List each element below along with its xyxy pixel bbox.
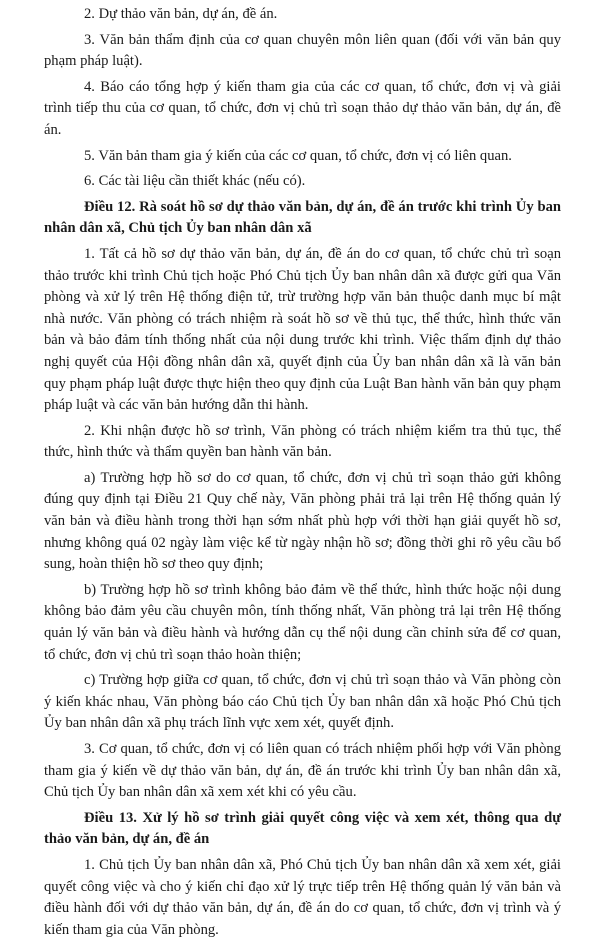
article-12-clause-1: 1. Tất cả hồ sơ dự thảo văn bản, dự án, đề án do cơ quan, tổ chức chủ trì soạn thảo trước khi trình Chủ tịch hoặc Phó Chủ tịch Ủy ban nhân dân xã được gửi qua Văn phòng và xử lý trên Hệ thống điện tử, trừ trường hợp văn bản thuộc danh mục bí mật nhà nước. Văn phòng có trách nhiệm rà soát hồ sơ về thủ tục, thể thức, hình thức văn bản và bảo đảm tính thống nhất của nội dung trước khi trình. Việc thẩm định dự thảo nghị quyết của Hội đồng nhân dân xã, quyết định của Ủy ban nhân dân xã là văn bản quy phạm pháp luật được thực hiện theo quy định của Luật Ban hành văn bản quy phạm pháp luật và các văn bản hướng dẫn thi hành. bbox=[44, 245, 561, 414]
clause-4-text: 4. Báo cáo tổng hợp ý kiến tham gia của các cơ quan, tổ chức, đơn vị và giải trình tiếp thu của cơ quan, tổ chức, đơn vị chủ trì soạn thảo dự thảo văn bản, dự án, đề án. bbox=[44, 78, 561, 138]
clause-5-text: 5. Văn bản tham gia ý kiến của các cơ quan, tổ chức, đơn vị có liên quan. bbox=[84, 147, 512, 164]
article-12-point-b: b) Trường hợp hồ sơ trình không bảo đảm về thể thức, hình thức hoặc nội dung không bảo đảm yêu cầu chuyên môn, tính thống nhất, Văn phòng trả lại trên Hệ thống quản lý văn bản và điều hành và hướng dẫn cụ thể nội dung cần chỉnh sửa để cơ quan, tổ chức, đơn vị chủ trì soạn thảo hoàn thiện; bbox=[44, 581, 561, 663]
article-12-clause-2: 2. Khi nhận được hồ sơ trình, Văn phòng có trách nhiệm kiểm tra thủ tục, thể thức, hình thức và thẩm quyền ban hành văn bản. bbox=[44, 422, 561, 461]
clause-2-text: 2. Dự thảo văn bản, dự án, đề án. bbox=[84, 6, 278, 22]
clause-3-text: 3. Văn bản thẩm định của cơ quan chuyên môn liên quan (đối với văn bản quy phạm pháp luật). bbox=[44, 31, 561, 70]
article-13-heading: Điều 13. Xử lý hồ sơ trình giải quyết công việc và xem xét, thông qua dự thảo văn bản, dự án, đề án bbox=[44, 809, 561, 848]
article-12-point-a: a) Trường hợp hồ sơ do cơ quan, tổ chức, đơn vị chủ trì soạn thảo gửi không đúng quy định tại Điều 21 Quy chế này, Văn phòng phải trả lại trên Hệ thống quản lý văn bản và điều hành trong thời hạn sớm nhất phù hợp với thời hạn giải quyết hồ sơ, nhưng không quá 02 ngày làm việc kể từ ngày nhận hồ sơ; đồng thời ghi rõ yêu cầu bổ sung, hoàn thiện hồ sơ theo quy định; bbox=[44, 469, 561, 573]
article-12-clause-3: 3. Cơ quan, tổ chức, đơn vị có liên quan có trách nhiệm phối hợp với Văn phòng tham gia ý kiến về dự thảo văn bản, dự án, đề án trước khi trình Ủy ban nhân dân xã, Chủ tịch Ủy ban nhân dân xã xem xét khi có yêu cầu. bbox=[44, 741, 561, 801]
clause-6-text: 6. Các tài liệu cần thiết khác (nếu có). bbox=[84, 173, 306, 190]
article-12-heading: Điều 12. Rà soát hồ sơ dự thảo văn bản, dự án, đề án trước khi trình Ủy ban nhân dân xã, Chủ tịch Ủy ban nhân dân xã bbox=[44, 198, 561, 237]
article-12-point-c: c) Trường hợp giữa cơ quan, tổ chức, đơn vị chủ trì soạn thảo và Văn phòng còn ý kiến khác nhau, Văn phòng báo cáo Chủ tịch Ủy ban nhân dân xã hoặc Phó Chủ tịch Ủy ban nhân dân xã phụ trách lĩnh vực xem xét, quyết định. bbox=[44, 672, 561, 732]
article-13-clause-1: 1. Chủ tịch Ủy ban nhân dân xã, Phó Chủ tịch Ủy ban nhân dân xã xem xét, giải quyết công việc và cho ý kiến chỉ đạo xử lý trực tiếp trên Hệ thống quản lý văn bản và điều hành đối với dự thảo văn bản, dự án, đề án do cơ quan, tổ chức, đơn vị trình và ý kiến tham gia của Văn phòng. bbox=[44, 856, 561, 938]
